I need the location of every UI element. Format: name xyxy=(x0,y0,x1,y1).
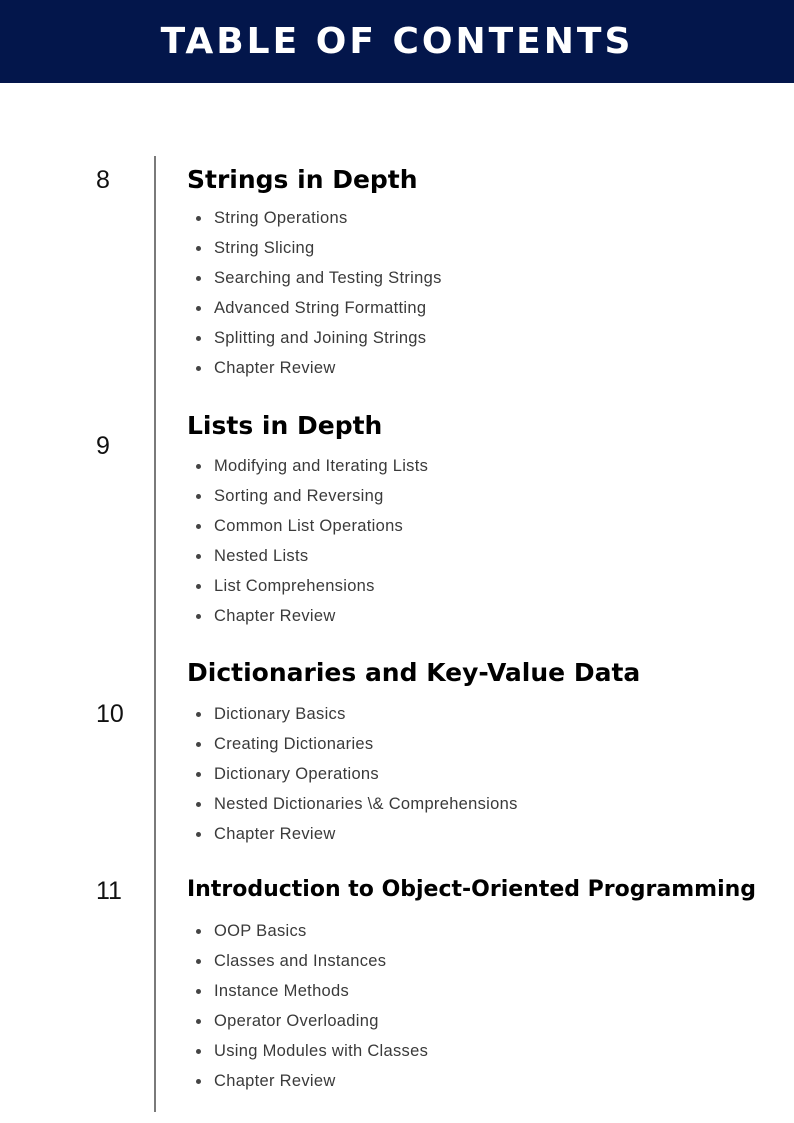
bullet-icon xyxy=(196,712,201,717)
list-item[interactable]: Chapter Review xyxy=(196,601,428,631)
bullet-icon xyxy=(196,494,201,499)
list-item[interactable]: Chapter Review xyxy=(196,353,442,383)
bullet-icon xyxy=(196,276,201,281)
list-item[interactable]: List Comprehensions xyxy=(196,571,428,601)
bullet-icon xyxy=(196,524,201,529)
list-item[interactable]: OOP Basics xyxy=(196,916,428,946)
list-item[interactable]: Nested Dictionaries \& Comprehensions xyxy=(196,789,518,819)
bullet-icon xyxy=(196,336,201,341)
chapter-number: 9 xyxy=(96,432,110,460)
header-banner xyxy=(0,0,794,83)
bullet-icon xyxy=(196,772,201,777)
list-item[interactable]: Classes and Instances xyxy=(196,946,428,976)
bullet-icon xyxy=(196,802,201,807)
topic-list xyxy=(196,916,428,1096)
list-item[interactable]: Advanced String Formatting xyxy=(196,293,442,323)
bullet-icon xyxy=(196,614,201,619)
list-item[interactable]: Dictionary Operations xyxy=(196,759,518,789)
list-item[interactable]: Splitting and Joining Strings xyxy=(196,323,442,353)
list-item[interactable]: Using Modules with Classes xyxy=(196,1036,428,1066)
list-item[interactable]: Instance Methods xyxy=(196,976,428,1006)
bullet-icon xyxy=(196,832,201,837)
bullet-icon xyxy=(196,989,201,994)
list-item[interactable]: Sorting and Reversing xyxy=(196,481,428,511)
list-item[interactable]: Operator Overloading xyxy=(196,1006,428,1036)
topic-list xyxy=(196,203,442,383)
bullet-icon xyxy=(196,246,201,251)
list-item[interactable]: Creating Dictionaries xyxy=(196,729,518,759)
chapter-title[interactable]: Introduction to Object-Oriented Programming xyxy=(187,877,757,902)
bullet-icon xyxy=(196,1079,201,1084)
vertical-divider xyxy=(154,156,156,1112)
chapter-title[interactable]: Lists in Depth xyxy=(187,411,383,440)
bullet-icon xyxy=(196,306,201,311)
bullet-icon xyxy=(196,216,201,221)
topic-list xyxy=(196,699,518,849)
bullet-icon xyxy=(196,959,201,964)
chapter-number: 10 xyxy=(96,700,124,728)
list-item[interactable]: String Slicing xyxy=(196,233,442,263)
list-item[interactable]: Chapter Review xyxy=(196,819,518,849)
bullet-icon xyxy=(196,1049,201,1054)
chapter-number: 8 xyxy=(96,166,110,194)
list-item[interactable]: Nested Lists xyxy=(196,541,428,571)
list-item[interactable]: Modifying and Iterating Lists xyxy=(196,451,428,481)
list-item[interactable]: Chapter Review xyxy=(196,1066,428,1096)
bullet-icon xyxy=(196,1019,201,1024)
bullet-icon xyxy=(196,554,201,559)
list-item[interactable]: Dictionary Basics xyxy=(196,699,518,729)
chapter-title[interactable]: Dictionaries and Key-Value Data xyxy=(187,658,641,687)
list-item[interactable]: Common List Operations xyxy=(196,511,428,541)
bullet-icon xyxy=(196,929,201,934)
bullet-icon xyxy=(196,464,201,469)
list-item[interactable]: Searching and Testing Strings xyxy=(196,263,442,293)
bullet-icon xyxy=(196,742,201,747)
bullet-icon xyxy=(196,366,201,371)
chapter-title[interactable]: Strings in Depth xyxy=(187,165,418,194)
page-title: TABLE OF CONTENTS xyxy=(160,20,634,62)
bullet-icon xyxy=(196,584,201,589)
list-item[interactable]: String Operations xyxy=(196,203,442,233)
chapter-number: 11 xyxy=(96,877,122,905)
topic-list xyxy=(196,451,428,631)
